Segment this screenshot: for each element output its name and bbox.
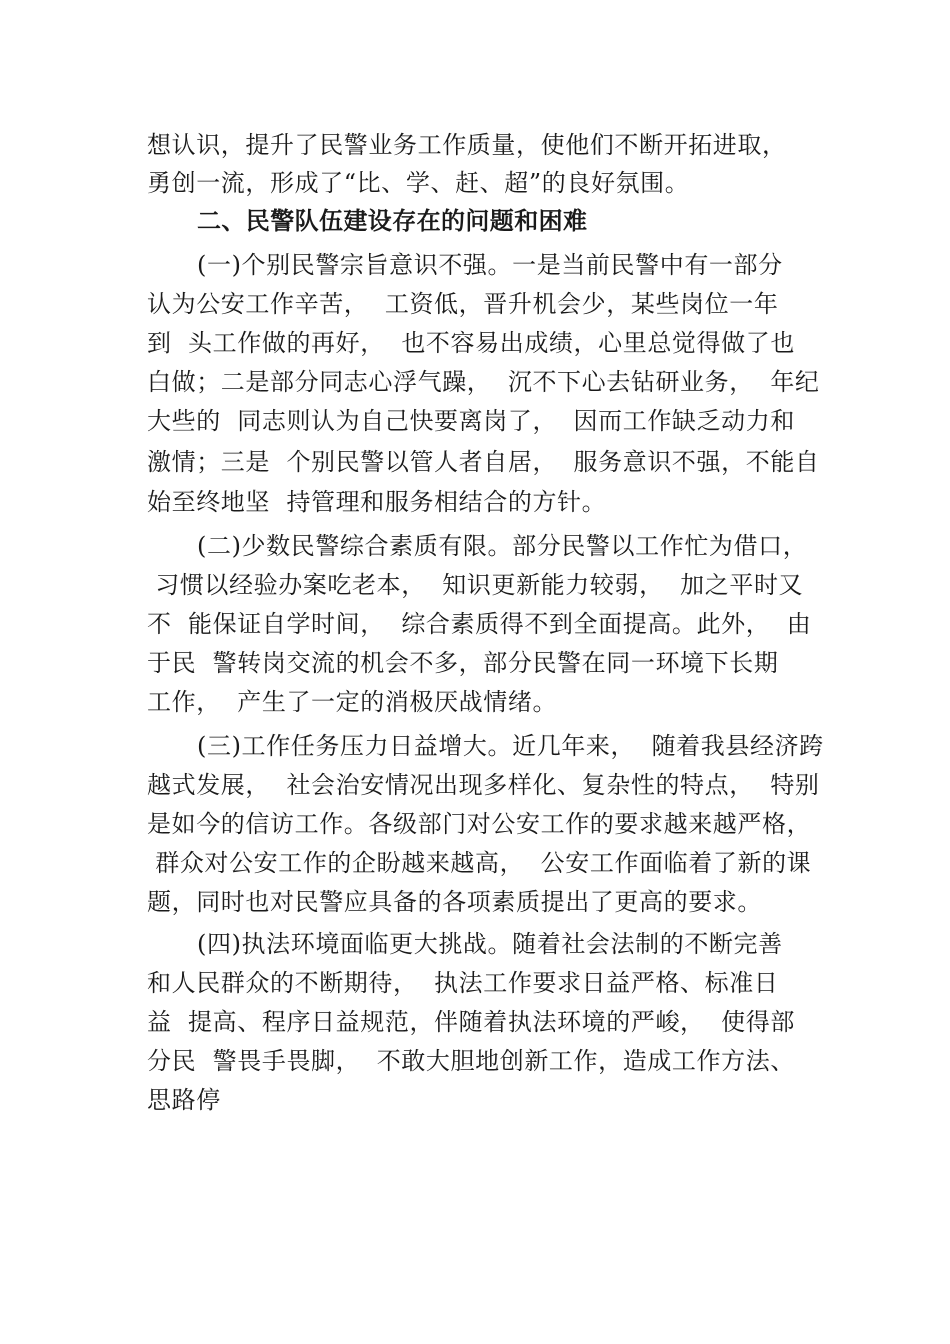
paragraph-4-line: (四)执法环境面临更大挑战。随着社会法制的不断完善 — [197, 930, 783, 958]
paragraph-4-line: 益 提高、程序日益规范，伴随着执法环境的严峻， 使得部 — [147, 1008, 795, 1036]
paragraph-4-line: 和人民群众的不断期待， 执法工作要求日益严格、标准日 — [147, 969, 779, 997]
text-line: 勇创一流，形成了“比、学、赶、超”的良好氛围。 — [147, 169, 690, 197]
paragraph-3-line: (三)工作任务压力日益增大。近几年来， 随着我县经济跨 — [197, 732, 824, 760]
paragraph-2-line: 不 能保证自学时间， 综合素质得不到全面提高。此外， 由 — [147, 610, 812, 638]
paragraph-1-line: 大些的 同志则认为自己快要离岗了， 因而工作缺乏动力和 — [147, 407, 795, 435]
paragraph-1-line: 白做；二是部分同志心浮气躁， 沉不下心去钻研业务， 年纪 — [147, 368, 820, 396]
section-heading: 二、民警队伍建设存在的问题和困难 — [197, 207, 588, 235]
text-line: 想认识，提升了民警业务工作质量，使他们不断开拓进取， — [147, 131, 787, 159]
paragraph-4-line: 分民 警畏手畏脚， 不敢大胆地创新工作，造成工作方法、 — [147, 1047, 795, 1075]
paragraph-2-line: 工作， 产生了一定的消极厌战情绪。 — [147, 688, 558, 716]
paragraph-4-line: 思路停 — [147, 1086, 221, 1114]
paragraph-1-line: (一)个别民警宗旨意识不强。一是当前民警中有一部分 — [197, 251, 783, 279]
paragraph-3-line: 越式发展， 社会治安情况出现多样化、复杂性的特点， 特别 — [147, 771, 820, 799]
paragraph-1-line: 激情；三是 个别民警以管人者自居， 服务意识不强，不能自 — [147, 448, 820, 476]
paragraph-3-line: 是如今的信访工作。各级部门对公安工作的要求越来越严格， — [147, 810, 812, 838]
paragraph-3-line: 群众对公安工作的企盼越来越高， 公安工作面临着了新的课 — [147, 849, 812, 877]
paragraph-1-line: 到 头工作做的再好， 也不容易出成绩，心里总觉得做了也 — [147, 329, 795, 357]
paragraph-2-line: 于民 警转岗交流的机会不多，部分民警在同一环境下长期 — [147, 649, 779, 677]
paragraph-2-line: 习惯以经验办案吃老本， 知识更新能力较弱， 加之平时又 — [147, 571, 804, 599]
paragraph-2-line: (二)少数民警综合素质有限。部分民警以工作忙为借口， — [197, 532, 808, 560]
paragraph-1-line: 始至终地坚 持管理和服务相结合的方针。 — [147, 488, 607, 516]
paragraph-3-line: 题，同时也对民警应具备的各项素质提出了更高的要求。 — [147, 888, 762, 916]
paragraph-1-line: 认为公安工作辛苦， 工资低，晋升机会少，某些岗位一年 — [147, 290, 779, 318]
